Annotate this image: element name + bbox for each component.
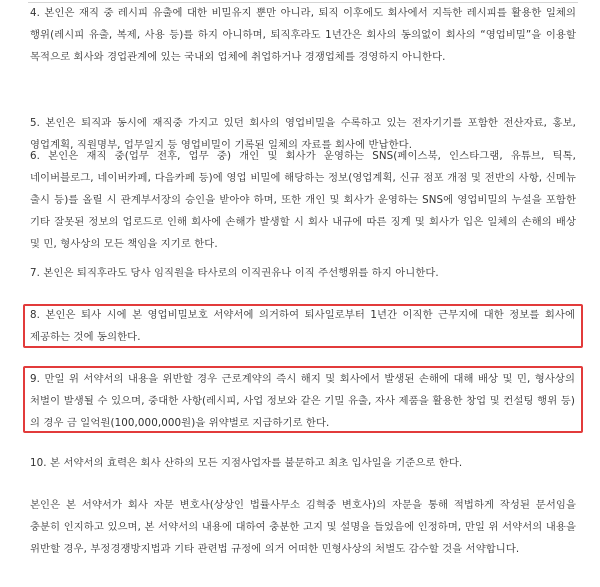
- clause-9: 9. 만일 위 서약서의 내용을 위반할 경우 근로계약의 즉시 해지 및 회사에서 발생된 손해에 대해 배상 및 민, 형사상의 처벌이 발생될 수 있으며, 중대한 사항(레시피, 사업 정보와 같은 기밀 유출, 자사 제품을 활용한 창업 및 컨설팅 행위 등)의 경우 금 일억원(100,000,000원)을 위약벌로 지급하기로 한다.: [30, 373, 575, 429]
- clause-7: 7. 본인은 퇴직후라도 당사 임직원을 타사로의 이직권유나 이직 주선행위를 하지 아니한다.: [30, 267, 439, 279]
- closing-statement: 본인은 본 서약서가 회사 자문 변호사(상상인 법률사무소 김혁중 변호사)의 자문을 통해 적법하게 작성된 문서임을 충분히 인지하고 있으며, 본 서약서의 내용에 대하여 충분한 고지 및 설명을 들었음에 인정하며, 만일 위 서약서의 내용을 위반할 경우, 부정경쟁방지법과 기타 관련법 규정에 의거 어떠한 민형사상의 처벌도 감수할 것을 서약합니다.: [30, 499, 576, 555]
- clause-8: 8. 본인은 퇴사 시에 본 영업비밀보호 서약서에 의거하여 퇴사일로부터 1년간 이직한 근무지에 대한 정보를 회사에 제공하는 것에 동의한다.: [30, 309, 575, 343]
- clause-9-highlight-box: [23, 366, 583, 433]
- clause-6: 6. 본인은 재직 중(업무 전후, 업무 중) 개인 및 회사가 운영하는 SNS(페이스북, 인스타그램, 유튜브, 틱톡, 네이버블로그, 네이버카페, 다음카페 등)에 영업 비밀에 해당하는 정보(영업계획, 신규 점포 개점 및 전반의 사항, 신메뉴 출시 등)를 올릴 시 관계부서장의 승인을 받아야 하며, 또한 개인 및 회사가 운영하는 SNS에 영업비밀의 누설을 포함한 기타 잘못된 정보의 업로드로 인해 회사에 손해가 발생할 시 회사 내규에 따른 징계 및 회사가 입은 일체의 손해의 배상 및 민, 형사상의 모든 책임을 지기로 한다.: [30, 150, 576, 250]
- clause-5: 5. 본인은 퇴직과 동시에 재직중 가지고 있던 회사의 영업비밀을 수록하고 있는 전자기기를 포함한 전산자료, 홍보, 영업계획, 직원명부, 업무일지 등 영업비밀이 기록된 일체의 자료를 회사에 반납한다.: [30, 117, 576, 151]
- clause-10: 10. 본 서약서의 효력은 회사 산하의 모든 지점사업자를 불문하고 최초 입사일을 기준으로 한다.: [30, 457, 463, 469]
- clause-8-highlight-box: [23, 304, 583, 348]
- clause-4: 4. 본인은 재직 중 레시피 유출에 대한 비밀유지 뿐만 아니라, 퇴직 이후에도 회사에서 지득한 레시피를 활용한 일체의 행위(레시피 유출, 복제, 사용 등)를 하지 아니하며, 퇴직후라도 1년간은 회사의 동의없이 회사의 “영업비밀”을 이용할 목적으로 회사와 경업관계에 있는 국내외 업체에 취업하거나 경쟁업체를 경영하지 아니한다.: [30, 7, 576, 63]
